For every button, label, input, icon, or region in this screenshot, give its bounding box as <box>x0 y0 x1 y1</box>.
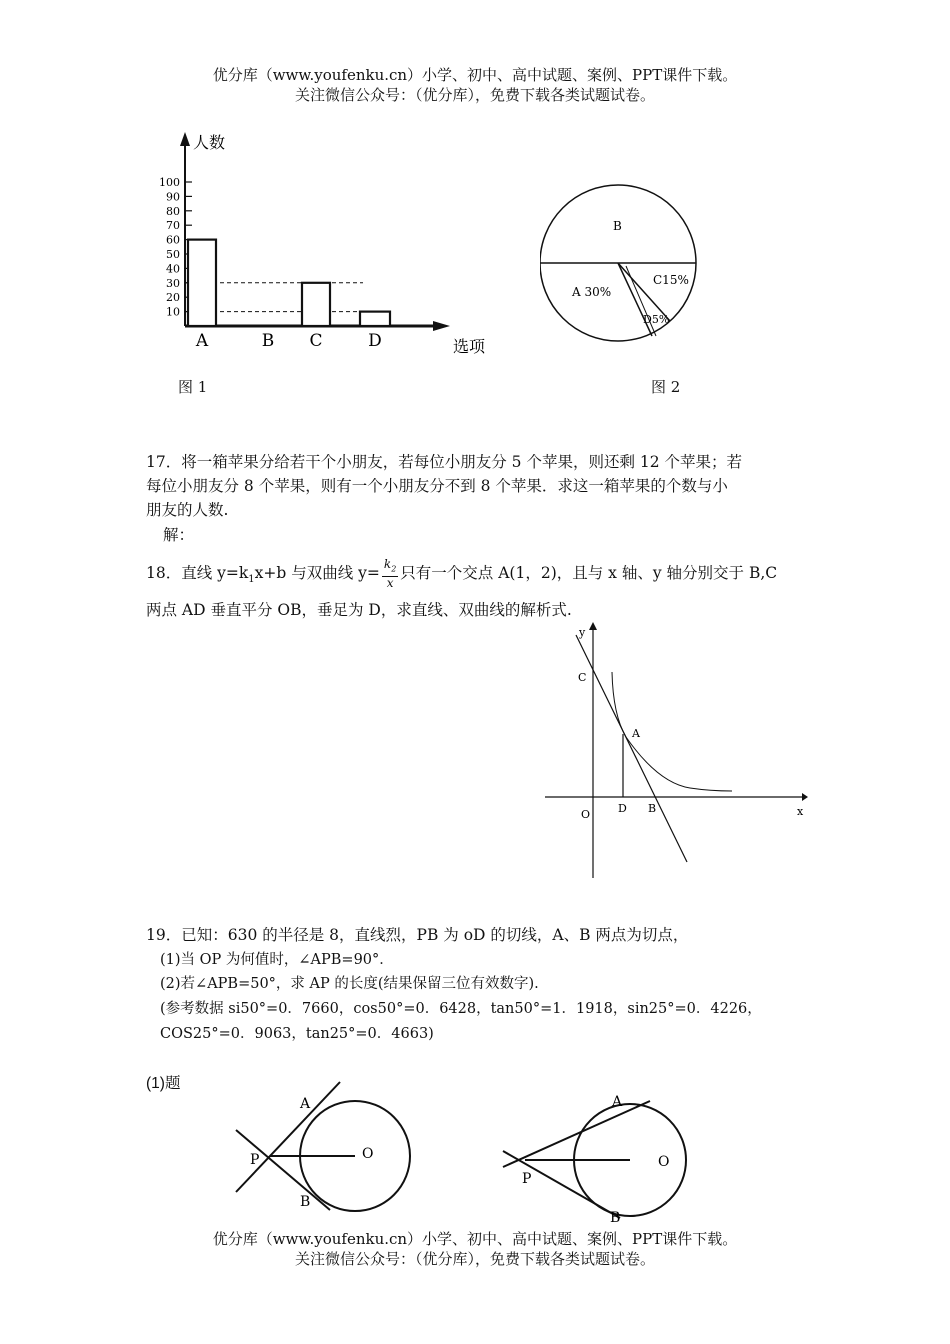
label-a-right: A <box>612 1094 623 1110</box>
q19-figure-left <box>230 1076 420 1216</box>
q19-figure-right <box>500 1086 700 1226</box>
pie-label-b: B <box>613 219 622 233</box>
bar-c <box>302 283 330 326</box>
label-o: O <box>581 808 591 821</box>
figure-1-bar-chart <box>150 128 500 360</box>
q19-line-1: 19．已知：630 的半径是 8，直线烈，PB 为 oD 的切线，A、B 两点为切点， <box>146 926 689 944</box>
q17-line-2: 每位小朋友分 8 个苹果，则有一个小朋友分不到 8 个苹果．求这一箱苹果的个数与小 <box>146 477 728 495</box>
figure-2-caption: 图 2 <box>651 378 681 396</box>
tangent-pa-right <box>503 1101 650 1167</box>
pie-label-d: D5% <box>643 313 670 326</box>
q18-line-1: 18．直线 $y=k_1x+b$ 与双曲线 y= $\frac{k_2}{x}$ 只有一个交点 A(1，2)，且与 x 轴、y 轴分别交于 B,C <box>146 557 778 590</box>
q19-line-4: (参考数据 si50°=0．7660，cos50°=0．6428，tan50°=1．1918，sin25°=0．4226， <box>160 1001 762 1017</box>
pie-label-c: C15% <box>653 273 689 287</box>
q17-line-1: 17．将一箱苹果分给若干个小朋友，若每位小朋友分 5 个苹果，则还剩 12 个苹果；若 <box>146 453 743 471</box>
hyperbola-curve <box>612 672 732 791</box>
bar-d <box>360 312 390 326</box>
y-tick-label: 60 <box>166 233 180 247</box>
y-tick-label: 20 <box>166 291 180 305</box>
x-axis-arrow <box>802 793 808 801</box>
category-label-b: B <box>261 331 275 351</box>
category-label-a: A <box>195 331 209 351</box>
label-c: C <box>578 671 587 684</box>
bar-a <box>188 240 216 326</box>
q18-coordinate-figure <box>540 620 810 882</box>
pie-label-a: A 30% <box>572 285 612 299</box>
tangent-pb-right <box>503 1151 620 1218</box>
label-x: x <box>797 805 804 818</box>
label-p-right: P <box>522 1171 532 1187</box>
label-y: y <box>579 626 586 639</box>
y-tick-label: 100 <box>159 176 180 189</box>
q18-line-2: 两点 AD 垂直平分 OB，垂足为 D，求直线、双曲线的解析式. <box>146 601 572 619</box>
y-axis-arrow <box>180 132 190 146</box>
header-line-1: 优分库（www.youfenku.cn）小学、初中、高中试题、案例、PPT课件下载。 <box>212 66 738 84</box>
q19-line-3: (2)若∠APB=50°，求 AP 的长度(结果保留三位有效数字). <box>160 976 539 992</box>
x-axis-arrow <box>433 321 450 331</box>
q19-line-5: COS25°=0．9063，tan25°=0．4663) <box>160 1026 434 1042</box>
q17-answer: 解： <box>163 526 195 544</box>
q19-sub-label: (1)题 <box>146 1075 181 1092</box>
q18-fraction: $\frac{k_2}{x}$ <box>383 557 397 590</box>
q17-line-3: 朋友的人数. <box>146 501 229 519</box>
footer-line-2: 关注微信公众号：（优分库），免费下载各类试题试卷。 <box>294 1250 655 1268</box>
y-tick-label: 50 <box>166 248 180 261</box>
label-b-left: B <box>300 1194 311 1210</box>
y-tick-label: 10 <box>166 305 180 319</box>
y-tick-label: 90 <box>166 190 180 204</box>
y-tick-label: 30 <box>166 276 180 290</box>
figure-1-caption: 图 1 <box>178 378 208 396</box>
category-label-c: C <box>309 331 323 351</box>
label-b: B <box>648 802 657 815</box>
footer-line-1: 优分库（www.youfenku.cn）小学、初中、高中试题、案例、PPT课件下载。 <box>212 1230 738 1248</box>
label-a: A <box>632 727 640 740</box>
y-axis-arrow <box>589 622 597 630</box>
figure-2-pie-chart <box>540 180 710 345</box>
y-tick-label: 70 <box>166 219 180 233</box>
header-line-2: 关注微信公众号：（优分库），免费下载各类试题试卷。 <box>294 86 655 104</box>
label-b-right: B <box>610 1210 621 1226</box>
label-p-left: P <box>250 1152 260 1168</box>
x-axis-title: 选项 <box>453 337 486 356</box>
label-o-right: O <box>658 1154 670 1170</box>
label-o-left: O <box>362 1146 374 1162</box>
category-label-d: D <box>368 331 382 351</box>
y-axis-title: 人数 <box>193 133 226 152</box>
label-a-left: A <box>300 1096 311 1112</box>
y-tick-label: 40 <box>166 262 180 276</box>
y-tick-label: 80 <box>166 204 180 218</box>
label-d: D <box>618 802 627 815</box>
q19-line-2: (1)当 OP 为何值时，∠APB=90°． <box>160 952 394 968</box>
